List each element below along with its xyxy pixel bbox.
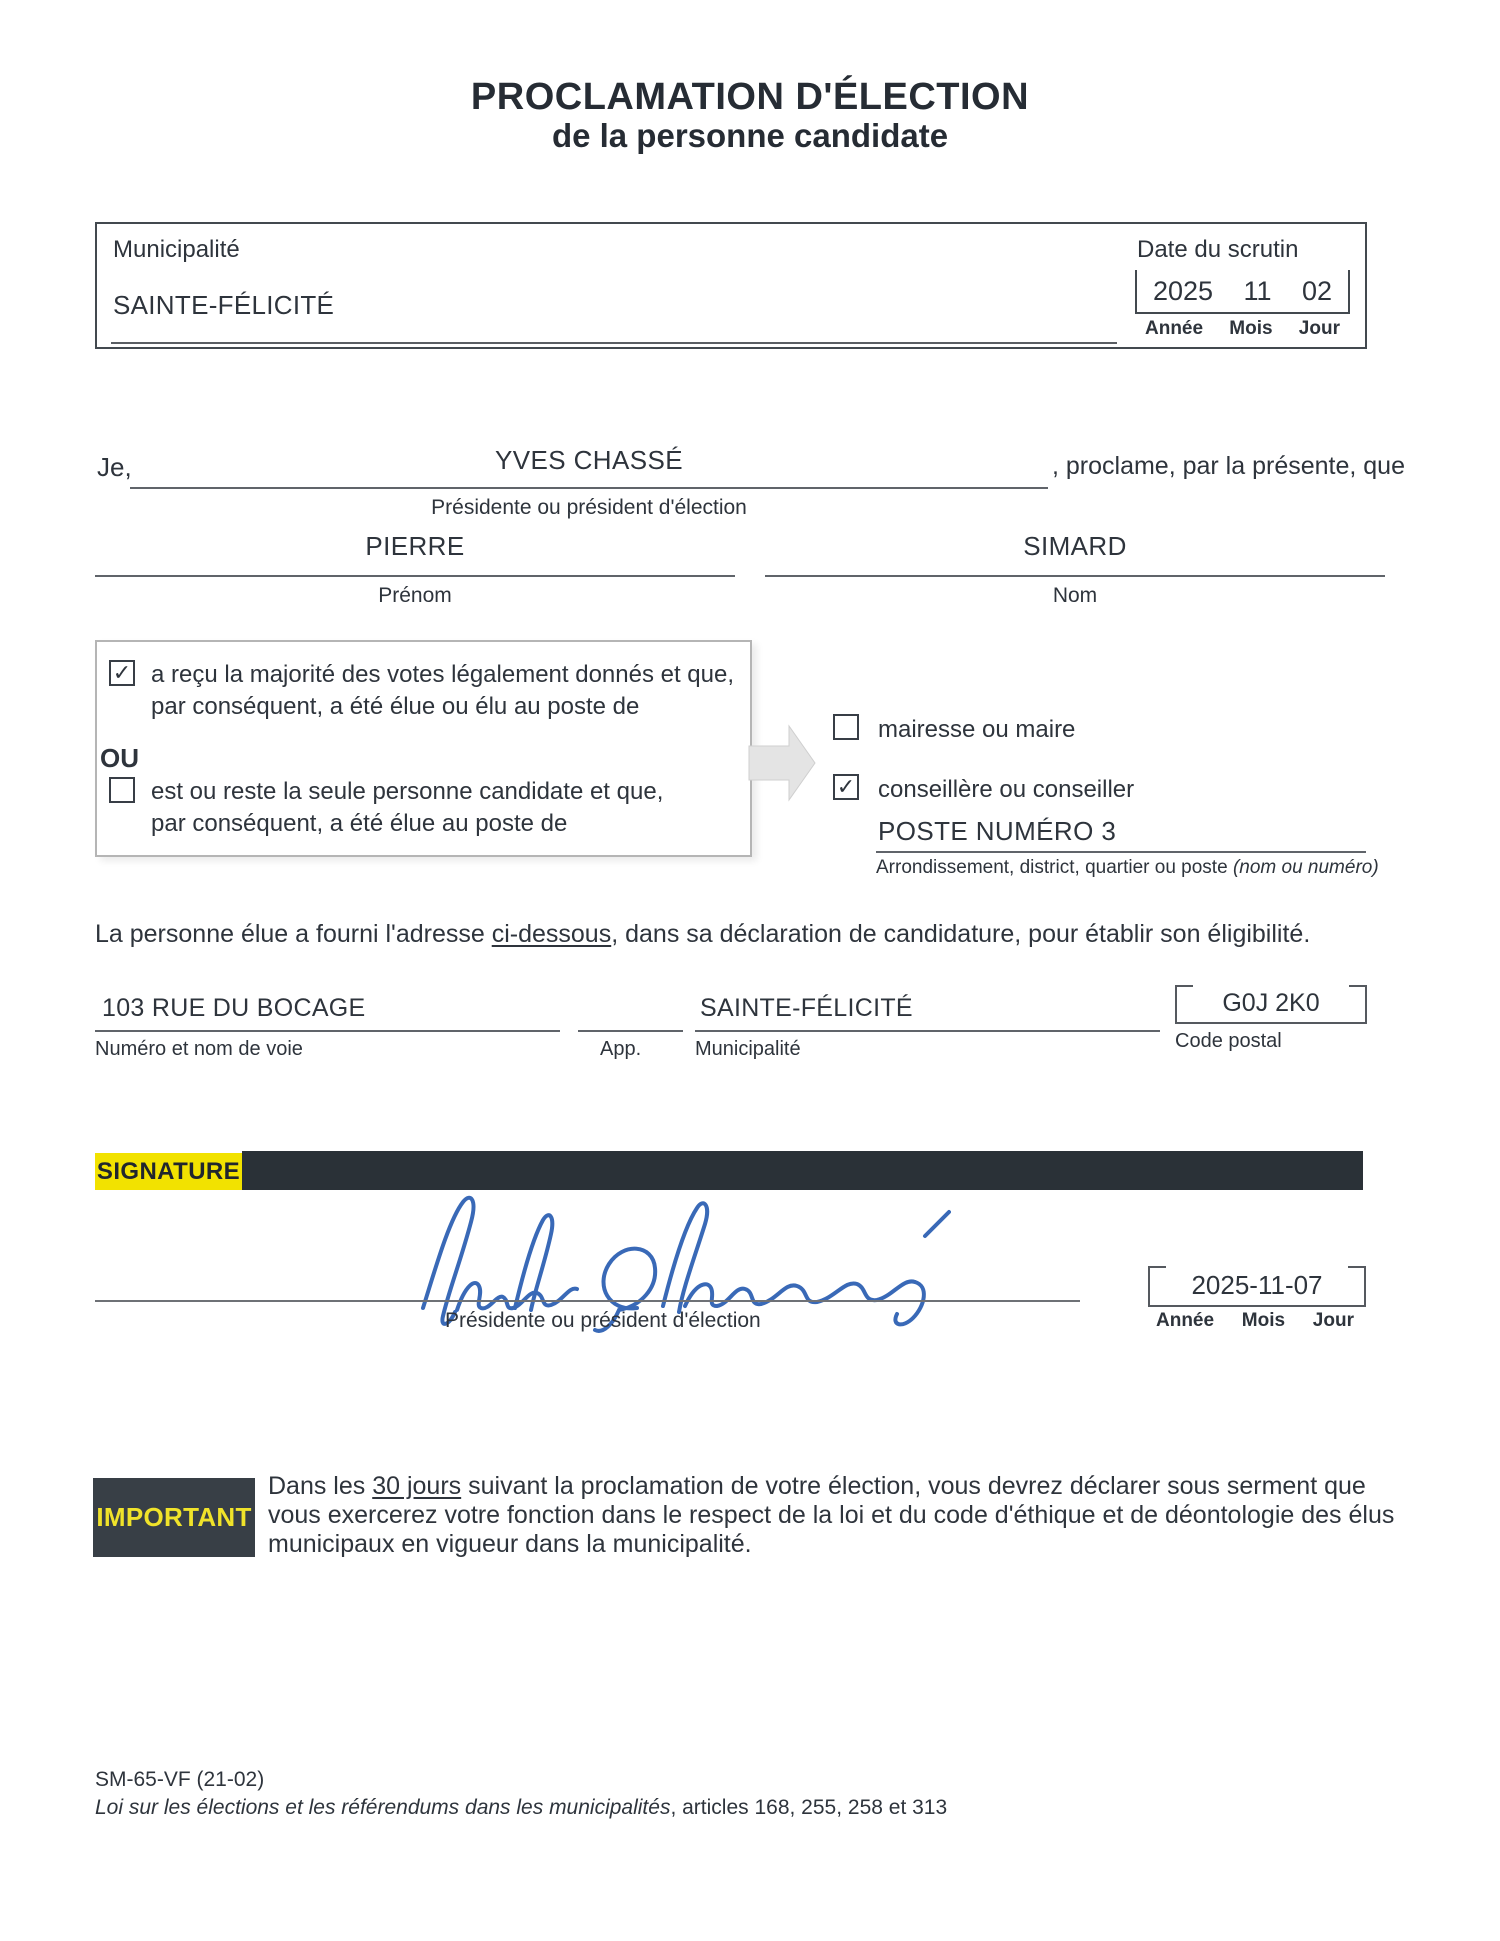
postal-code-field[interactable]: G0J 2K0 <box>1175 985 1367 1024</box>
signature-date-field[interactable]: 2025-11-07 <box>1148 1266 1366 1307</box>
signature-date-units <box>1148 1310 1362 1332</box>
post-number-label: Arrondissement, district, quartier ou poste (nom ou numéro) <box>876 857 1379 878</box>
address-intro-text: La personne élue a fourni l'adresse ci-dessous, dans sa déclaration de candidature, pour établir son éligibilité. <box>95 920 1311 948</box>
form-subtitle: de la personne candidate <box>551 117 949 154</box>
conditions-box <box>95 640 752 857</box>
majority-votes-text-line2: par conséquent, a été élue ou élu au poste de <box>151 693 640 720</box>
sole-candidate-text-line2: par conséquent, a été élue au poste de <box>151 810 568 837</box>
unit-day: Jour <box>1298 318 1340 339</box>
signature-header-bar <box>242 1151 1363 1190</box>
signature-underline <box>95 1300 1080 1302</box>
municipality-field[interactable]: SAINTE-FÉLICITÉ <box>113 290 335 320</box>
unit-year: Année <box>1145 318 1204 339</box>
thirty-days-underlined: 30 jours <box>372 1472 462 1500</box>
mayor-label: mairesse ou maire <box>878 716 1076 743</box>
municipality-underline <box>111 342 1117 344</box>
post-number-underline <box>876 851 1366 853</box>
first-name-label: Prénom <box>378 584 452 607</box>
signature-header: SIGNATURE <box>95 1153 242 1190</box>
councillor-checkbox[interactable]: ✓ <box>833 774 859 800</box>
president-name-underline <box>130 487 1048 489</box>
street-underline <box>95 1030 560 1032</box>
unit-year: Année <box>1156 1310 1215 1331</box>
signature-role-label: Présidente ou président d'élection <box>445 1309 761 1332</box>
first-name-field[interactable]: PIERRE <box>365 531 465 561</box>
important-text: Dans les 30 jours suivant la proclamation de votre élection, vous devrez déclarer sous serment que vous exercerez votre fonction dans le respect de la loi et du code d'éthique et de déontologie des élus municipaux en vigueur dans la municipalité. <box>268 1472 1395 1558</box>
proclaims-text: , proclame, par la présente, que <box>1052 452 1405 480</box>
majority-votes-text-line1: a reçu la majorité des votes légalement donnés et que, <box>151 661 735 688</box>
address-municipality-field[interactable]: SAINTE-FÉLICITÉ <box>700 994 913 1022</box>
or-label: OU <box>100 743 139 773</box>
sole-candidate-text-line1: est ou reste la seule personne candidate et que, <box>151 778 664 805</box>
unit-month: Mois <box>1241 1310 1286 1331</box>
first-name-underline <box>95 575 735 577</box>
mayor-checkbox[interactable] <box>833 714 859 740</box>
street-field[interactable]: 103 RUE DU BOCAGE <box>102 994 366 1022</box>
scrutin-day: 02 <box>1301 275 1332 306</box>
unit-day: Jour <box>1312 1310 1354 1331</box>
last-name-label: Nom <box>1052 584 1098 607</box>
je-label: Je, <box>97 452 132 482</box>
scrutin-date-units <box>1135 318 1350 340</box>
apartment-underline[interactable] <box>578 1030 683 1032</box>
municipality-section <box>95 222 1367 349</box>
scrutin-month: 11 <box>1243 275 1272 306</box>
municipality-label: Municipalité <box>113 236 240 263</box>
ci-dessous-underlined: ci-dessous <box>491 920 612 948</box>
arrow-right-icon <box>748 720 816 806</box>
scrutin-year: 2025 <box>1153 275 1214 306</box>
address-municipality-underline <box>695 1030 1160 1032</box>
councillor-label: conseillère ou conseiller <box>878 776 1135 803</box>
postal-code-label: Code postal <box>1175 1030 1282 1052</box>
president-name-field[interactable]: YVES CHASSÉ <box>495 445 683 475</box>
important-badge: IMPORTANT <box>93 1478 255 1557</box>
last-name-field[interactable]: SIMARD <box>1023 531 1127 561</box>
scrutin-date-field[interactable] <box>1135 270 1350 314</box>
street-label: Numéro et nom de voie <box>95 1038 303 1060</box>
apartment-label: App. <box>600 1038 642 1060</box>
sole-candidate-checkbox[interactable] <box>109 777 135 803</box>
post-number-field[interactable]: POSTE NUMÉRO 3 <box>878 816 1117 846</box>
form-number: SM-65-VF (21-02) <box>95 1768 265 1791</box>
form-title: PROCLAMATION D'ÉLECTION <box>470 76 1030 118</box>
majority-votes-checkbox[interactable]: ✓ <box>109 660 135 686</box>
president-role-label: Présidente ou président d'élection <box>431 496 747 519</box>
last-name-underline <box>765 575 1385 577</box>
address-municipality-label: Municipalité <box>695 1038 801 1060</box>
scrutin-date-label: Date du scrutin <box>1137 236 1299 263</box>
unit-month: Mois <box>1229 318 1273 339</box>
law-title: Loi sur les élections et les référendums dans les municipalités <box>95 1796 671 1819</box>
legal-reference: Loi sur les élections et les référendums dans les municipalités, articles 168, 255, 258 et 313 <box>95 1796 948 1819</box>
